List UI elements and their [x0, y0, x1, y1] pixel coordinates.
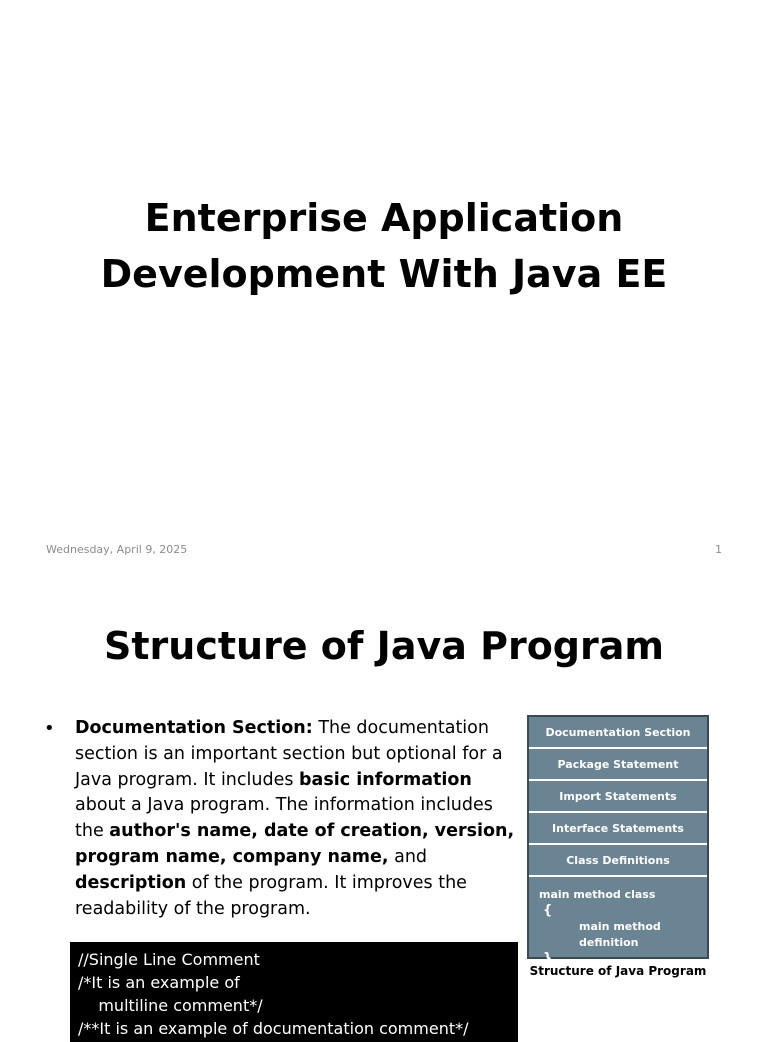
diagram-open-brace: {: [543, 903, 553, 918]
code-line: /**It is an example of documentation comment*/: [78, 1019, 469, 1038]
code-line: //Single Line Comment: [78, 950, 260, 969]
java-structure-diagram: [527, 715, 709, 966]
bullet-bold-part: basic information: [299, 769, 472, 790]
bullet-paragraph: [75, 716, 515, 922]
diagram-main-definition: main method definition: [579, 920, 661, 949]
diagram-row-package: Package Statement: [529, 749, 707, 781]
bullet-text-part: of the program. It improves the readability of the program.: [75, 872, 467, 919]
diagram-close-brace: }: [543, 951, 553, 966]
diagram-main-class: main method class: [539, 888, 656, 901]
slide-title: [60, 190, 708, 302]
bullet-heading: Documentation Section:: [75, 718, 313, 738]
bullet-text-part: about a Java program. The information includes the: [75, 795, 493, 842]
diagram-row-class-definitions: Class Definitions: [529, 845, 707, 877]
diagram-row-import: Import Statements: [529, 781, 707, 813]
code-line: /*It is an example of: [78, 973, 240, 992]
bullet-bold-part: description: [75, 872, 187, 893]
bullet-text-part: The documentation section is an important section but optional for a Java program. It includes: [75, 718, 503, 790]
bullet-text-part: and: [388, 846, 428, 867]
diagram-caption: Structure of Java Program: [529, 964, 707, 978]
title-line-1: Enterprise Application: [144, 196, 624, 240]
title-line-2: Development With Java EE: [100, 252, 668, 296]
page-number: 1: [715, 543, 722, 556]
slide-title: Structure of Java Program: [104, 624, 664, 668]
footer-date: Wednesday, April 9, 2025: [46, 543, 188, 556]
code-example-box: [70, 942, 518, 1042]
bullet-icon: •: [44, 718, 55, 739]
bullet-bold-part: author's name, date of creation, version, program name, company name,: [75, 821, 515, 867]
slide-2: [0, 576, 768, 1038]
code-line: multiline comment*/: [78, 996, 263, 1015]
diagram-row-interface: Interface Statements: [529, 813, 707, 845]
diagram-row-documentation: Documentation Section: [529, 717, 707, 749]
